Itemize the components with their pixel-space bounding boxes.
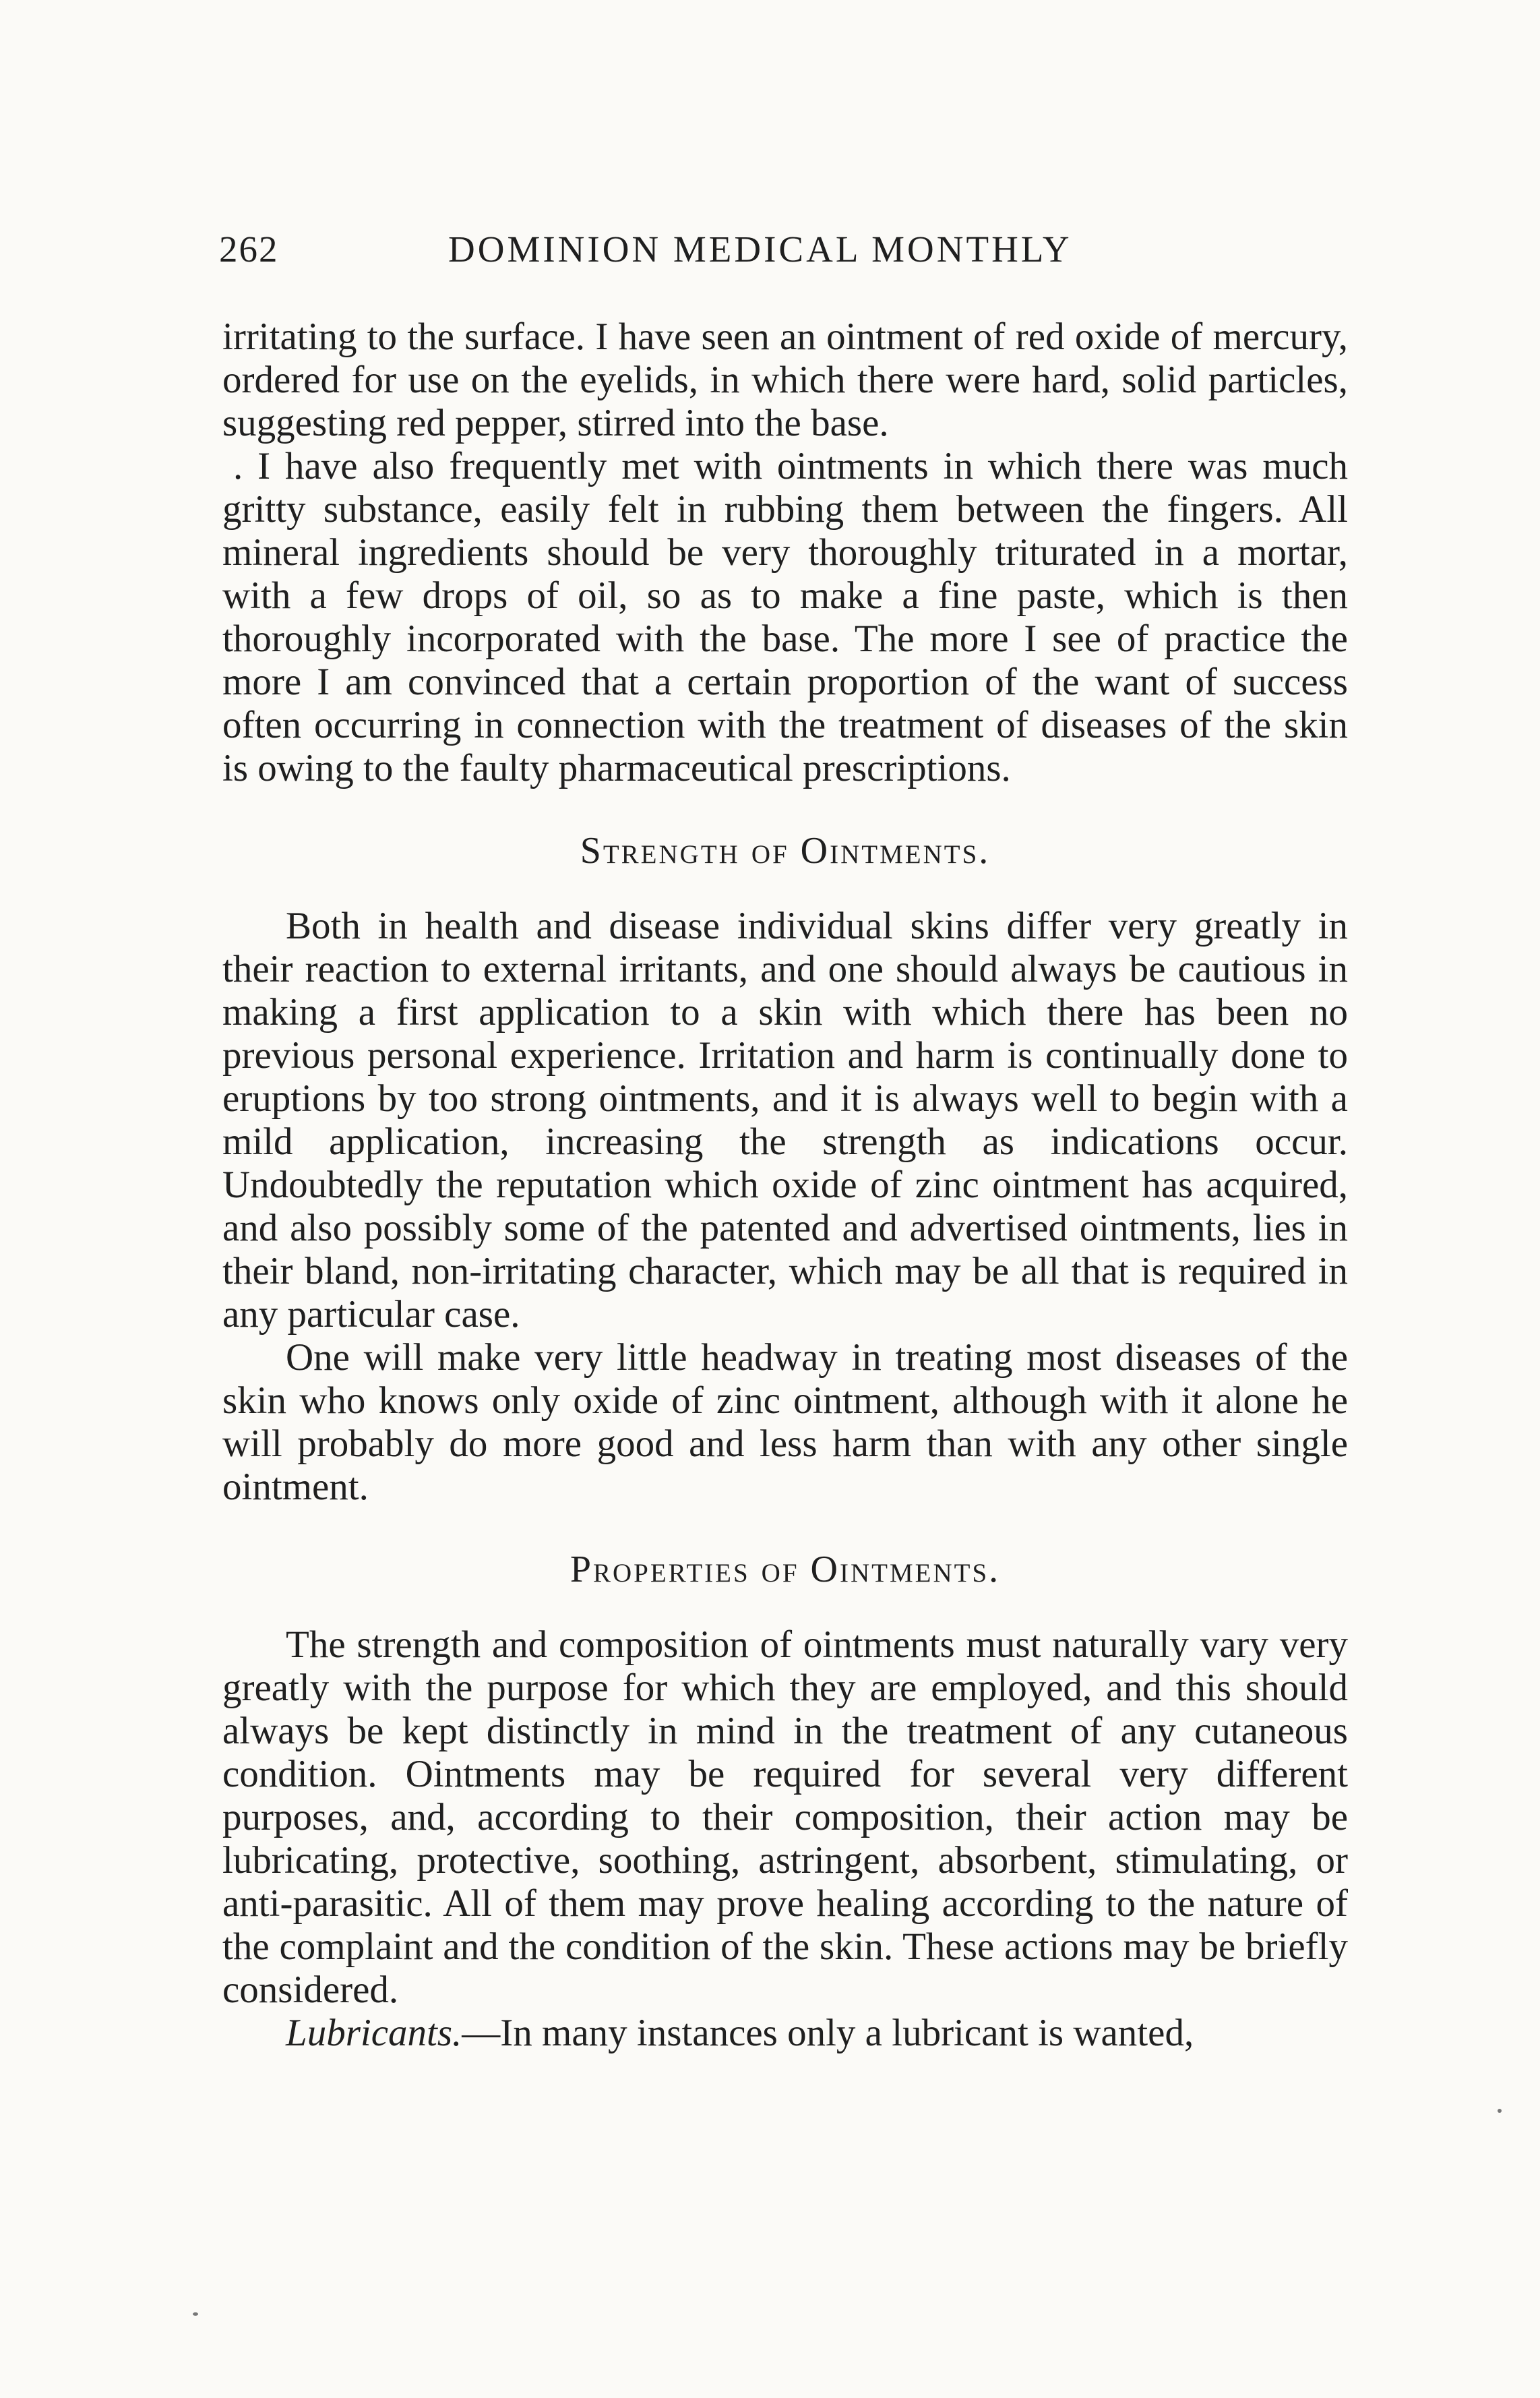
scan-speck (193, 2312, 198, 2316)
section-heading-strength: Strength of Ointments. (580, 830, 991, 872)
paragraph-2: . I have also frequently met with ointments in which there was much gritty substance, easily felt in rubbing them between the fingers. All mineral ingredients should be very thoroughly triturated in a mortar, with a few drops of oil, so as to make a fine paste, which is then thoroughly incorporated with the base. The more I see of practice the more I am convinced that a certain proportion of the want of success often occurring in connection with the treatment of diseases of the skin is owing to the faulty pharmaceutical prescriptions. (222, 445, 1348, 789)
paragraph-6-term: Lubricants. (286, 2012, 462, 2054)
journal-title: DOMINION MEDICAL MONTHLY (448, 229, 1072, 270)
running-head (219, 228, 1355, 282)
paragraph-3: Both in health and disease individual skins differ very greatly in their reaction to external irritants, and one should always be cautious in making a first application to a skin with which there has been no previous personal experience. Irritation and harm is continually done to eruptions by too strong ointments, and it is always well to begin with a mild application, increasing the strength as indications occur. Undoubtedly the reputation which oxide of zinc ointment has acquired, and also possibly some of the patented and advertised ointments, lies in their bland, non-irritating character, which may be all that is required in any particular case. (222, 905, 1348, 1336)
scan-speck (1498, 2109, 1502, 2113)
paragraph-1: irritating to the surface. I have seen an ointment of red oxide of mercury, ordered for use on the eyelids, in which there were hard, solid particles, suggesting red pepper, stirred into the base. (222, 316, 1348, 444)
paragraph-6-text: —In many instances only a lubricant is wanted, (462, 2012, 1194, 2054)
paragraph-5: The strength and composition of ointments must naturally vary very greatly with the purpose for which they are employed, and this should always be kept distinctly in mind in the treatment of any cutaneous condition. Ointments may be required for several very different purposes, and, according to their composition, their action may be lubricating, protective, soothing, astringent, absorbent, stimulating, or anti-parasitic. All of them may prove healing according to the nature of the complaint and the condition of the skin. These actions may be briefly considered. (222, 1623, 1348, 2011)
section-heading-properties: Properties of Ointments. (569, 1549, 1001, 1590)
body-text (222, 316, 1348, 2055)
paragraph-6 (222, 2012, 1348, 2055)
paragraph-4: One will make very little headway in treating most diseases of the skin who knows only oxide of zinc ointment, although with it alone he will probably do more good and less harm than with any other single ointment. (222, 1336, 1348, 1508)
page-number: 262 (219, 229, 279, 270)
